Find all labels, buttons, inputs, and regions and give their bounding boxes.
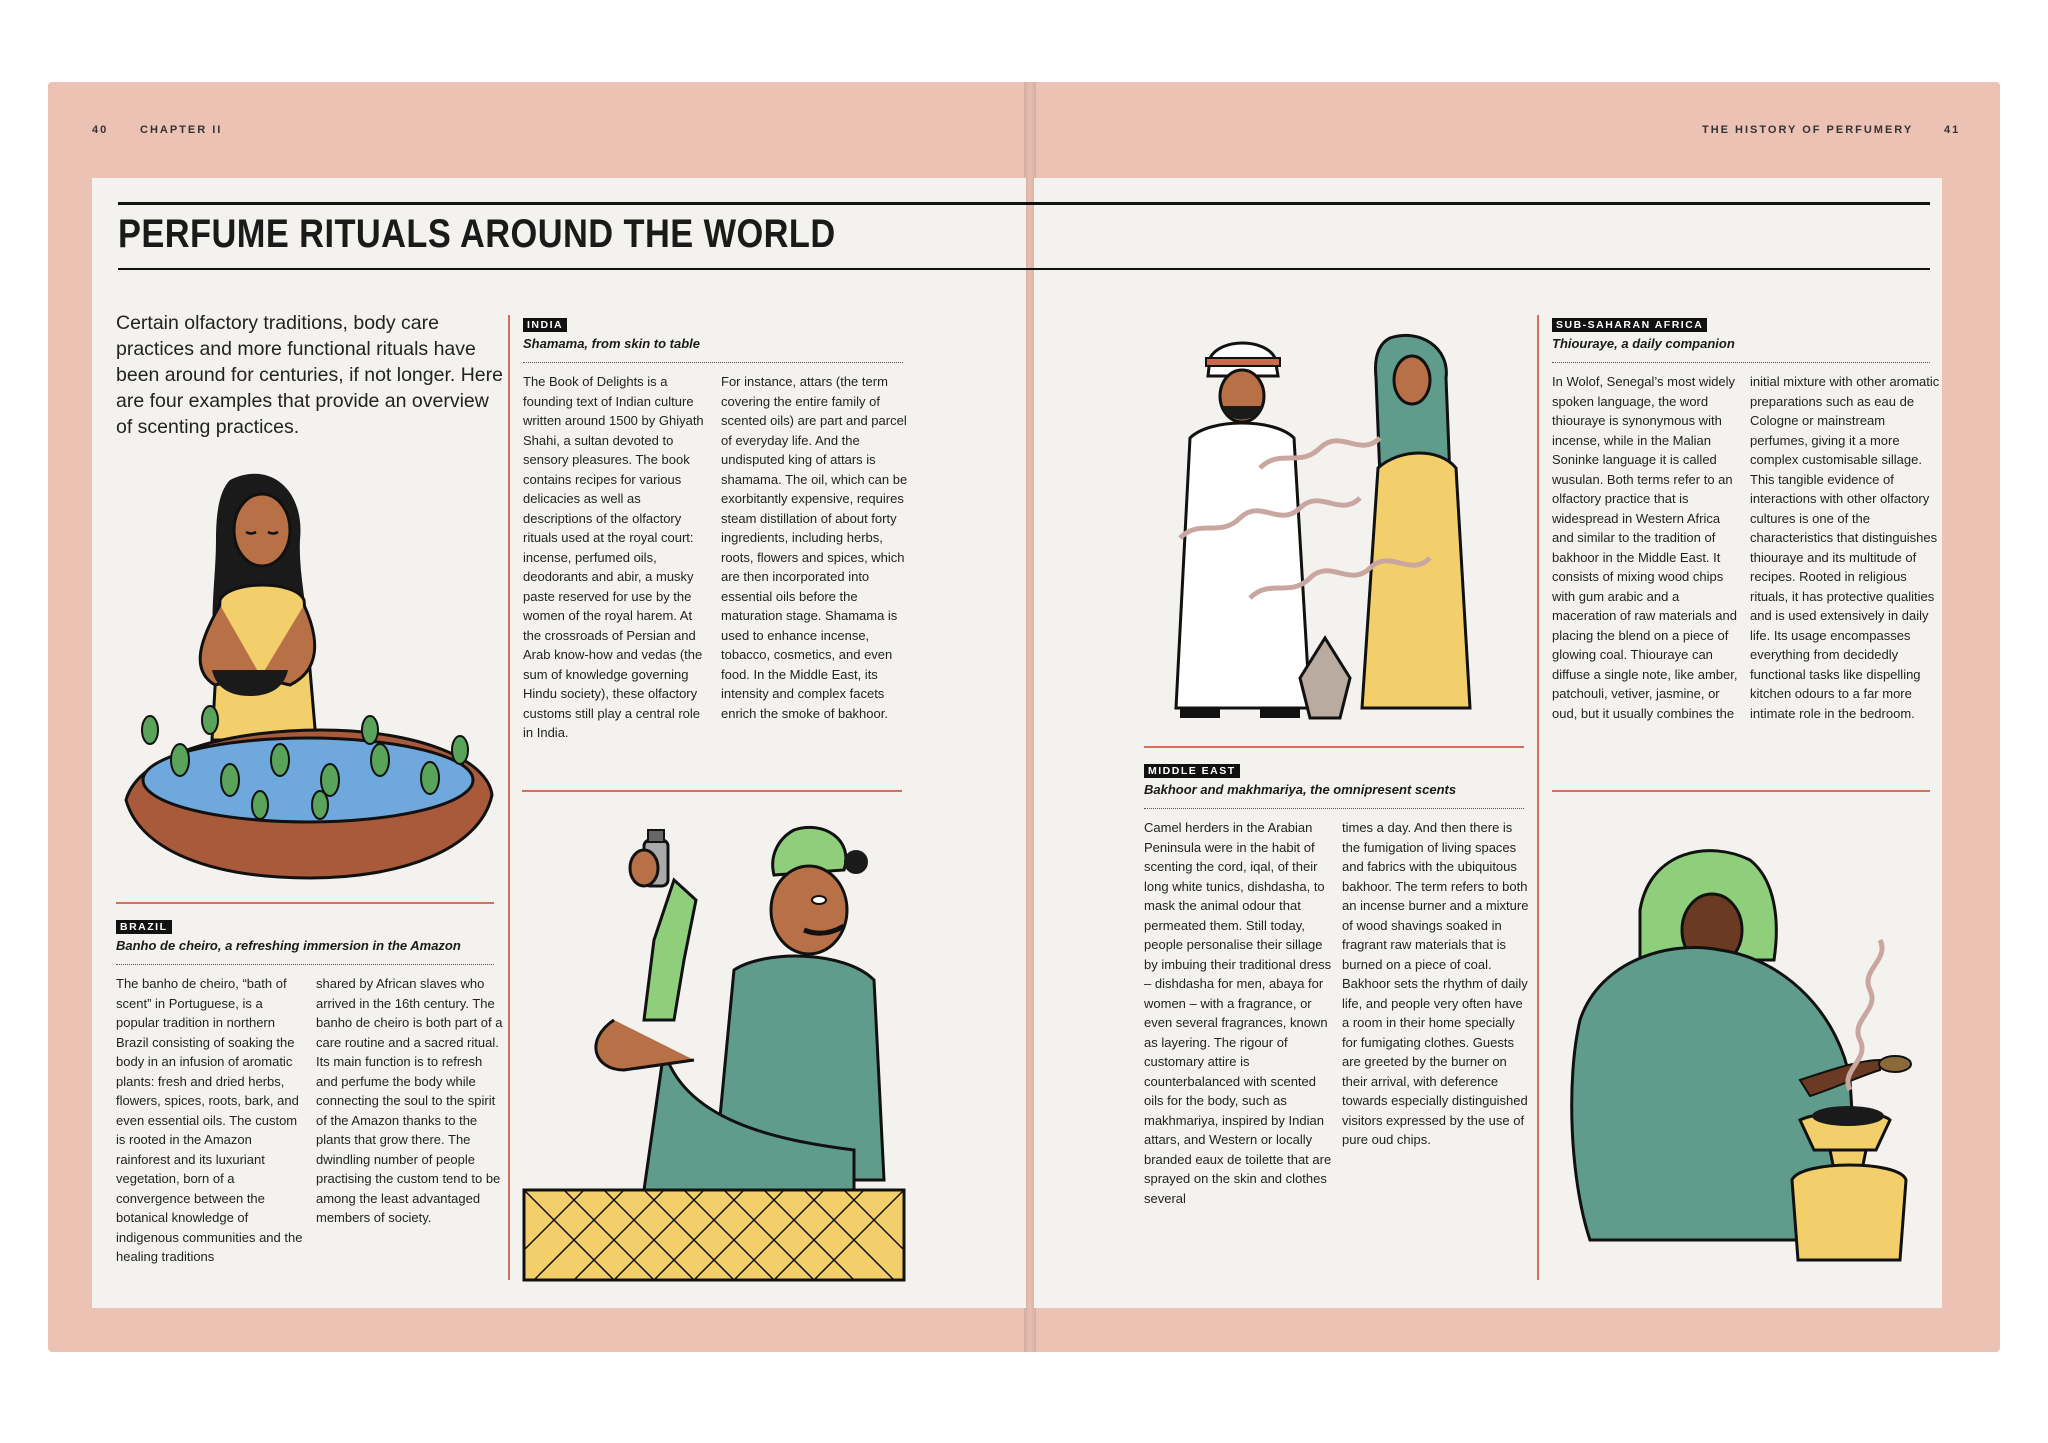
arab-couple-with-incense-illustration <box>1150 318 1520 738</box>
brazil-subtitle: Banho de cheiro, a refreshing immersion in the Amazon <box>116 938 461 953</box>
middle-east-tag: MIDDLE EAST <box>1144 764 1240 778</box>
brazil-column-1: The banho de cheiro, “bath of scent” in Portuguese, is a popular tradition in northern Brazil consisting of soaking the body in an infusion of aromatic plants: fresh and dried herbs, flowers, spices, roots, bark, and even essential oils. The custom is rooted in the Amazon rainforest and its luxuriant vegetation, born of a convergence between the botanical knowledge of indigenous communities and the healing traditions <box>116 976 303 1264</box>
running-title: THE HISTORY OF PERFUMERY <box>1702 124 1914 136</box>
africa-column-2: initial mixture with other aromatic preparations such as eau de Cologne or mainstream perfumes, giving it a more complex customisable sillage. This tangible evidence of interactions with other olfactory cultures is one of the characteristics that distinguishes thiouraye and its multitude of recipes. Rooted in religious rituals, it has protective qualities and is used extensively in daily life. Its usage encompasses everything from decidedly functional tasks like dispelling kitchen odours to a far more intimate role in the bedroom. <box>1750 374 1940 721</box>
africa-bottom-rule <box>1552 790 1930 792</box>
woman-with-incense-burner-illustration <box>1560 820 1930 1280</box>
title-rule-top <box>118 202 1930 205</box>
india-subtitle: Shamama, from skin to table <box>523 336 700 351</box>
brazil-tag: BRAZIL <box>116 920 172 934</box>
brazil-dotted-rule <box>116 964 494 965</box>
africa-subtitle: Thiouraye, a daily companion <box>1552 336 1735 351</box>
india-dotted-rule <box>523 362 903 363</box>
brazil-column-2: shared by African slaves who arrived in the 16th century. The banho de cheiro is both part of a care routine and a sacred ritual. Its main function is to refresh and perfume the body while connecting the soul to the spirit of the Amazon thanks to the plants that grow there. The dwindling number of people practising the custom tend to be among the least advantaged members of society. <box>316 976 503 1225</box>
intro-paragraph: Certain olfactory traditions, body care practices and more functional rituals have been around for centuries, if not longer. Here are four examples that provide an overview of scenting practices. <box>116 312 503 438</box>
africa-column-1: In Wolof, Senegal’s most widely spoken language, the word thiouraye is synonymous with incense, while in the Malian Soninke language it is called wusulan. Both terms refer to an olfactory practice that is widespread in Western Africa and similar to the tradition of bakhoor in the Middle East. It consists of mixing wood chips with gum arabic and a maceration of raw materials and placing the blend on a piece of glowing coal. Thiouraye can diffuse a single note, like amber, patchouli, vetiver, jasmine, or oud, but it usually combines the <box>1552 374 1738 721</box>
right-page-number: 41 <box>1944 124 1961 136</box>
middle-east-top-rule <box>1144 746 1524 748</box>
india-column-1: The Book of Delights is a founding text of Indian culture written around 1500 by Ghiyath Shahi, a sultan devoted to sensory pleasures. The book contains recipes for various delicacies as well as descriptions of the olfactory rituals used at the royal court: incense, perfumed oils, deodorants and abir, a musky paste reserved for use by the women of the royal harem. At the crossroads of Persian and Arab know-how and vedas (the sum of knowledge governing Hindu society), these olfactory customs still play a central role in India. <box>523 374 704 740</box>
middle-east-dotted-rule <box>1144 808 1524 809</box>
africa-dotted-rule <box>1552 362 1930 363</box>
left-page-number: 40 <box>92 124 109 136</box>
column-divider-left <box>508 315 510 1280</box>
india-bottom-rule <box>522 790 902 792</box>
middle-east-column-2: times a day. And then there is the fumigation of living spaces and fabrics with the ubiquitous bakhoor. The term refers to both an incense burner and a mixture of wood shavings soaked in fragrant raw materials that is burned on a piece of coal. Bakhoor sets the rhythm of daily life, and people very often have a room in their home specially for fumigating clothes. Guests are greeted by the burner on their arrival, with deference towards especially distinguished visitors expressed by the use of pure oud chips. <box>1342 820 1529 1147</box>
woman-with-herb-bowl-illustration <box>120 460 500 890</box>
brazil-top-rule <box>116 902 494 904</box>
middle-east-column-1: Camel herders in the Arabian Peninsula were in the habit of scenting the cord, iqal, of their long white tunics, dishdasha, to mask the animal odour that permeated them. Still today, people personalise their sillage by imbuing their traditional dress – dishdasha for men, abaya for women – with a fragrance, or even several fragrances, known as layering. The rigour of customary attire is counterbalanced with scented oils for the body, such as makhmariya, inspired by Indian attars, and Western or locally branded eaux de toilette that are sprayed on the skin and clothes several <box>1144 820 1332 1206</box>
column-divider-right <box>1537 315 1539 1280</box>
page-title: PERFUME RITUALS AROUND THE WORLD <box>118 212 836 256</box>
india-column-2: For instance, attars (the term covering the entire family of scented oils) are part and parcel of everyday life. And the undisputed king of attars is shamama. The oil, which can be exorbitantly expensive, requires steam distillation of about forty ingredients, including herbs, roots, flowers and spices, which are then incorporated into essential oils before the maturation stage. Shamama is used to enhance incense, tobacco, cosmetics, and even food. In the Middle East, its intensity and complex facets enrich the smoke of bakhoor. <box>721 374 908 721</box>
india-tag: INDIA <box>523 318 567 332</box>
africa-tag: SUB-SAHARAN AFRICA <box>1552 318 1707 332</box>
man-with-perfume-bottle-illustration <box>524 820 904 1280</box>
middle-east-subtitle: Bakhoor and makhmariya, the omnipresent scents <box>1144 782 1457 797</box>
title-rule-bottom <box>118 268 1930 270</box>
chapter-label: CHAPTER II <box>140 124 223 136</box>
